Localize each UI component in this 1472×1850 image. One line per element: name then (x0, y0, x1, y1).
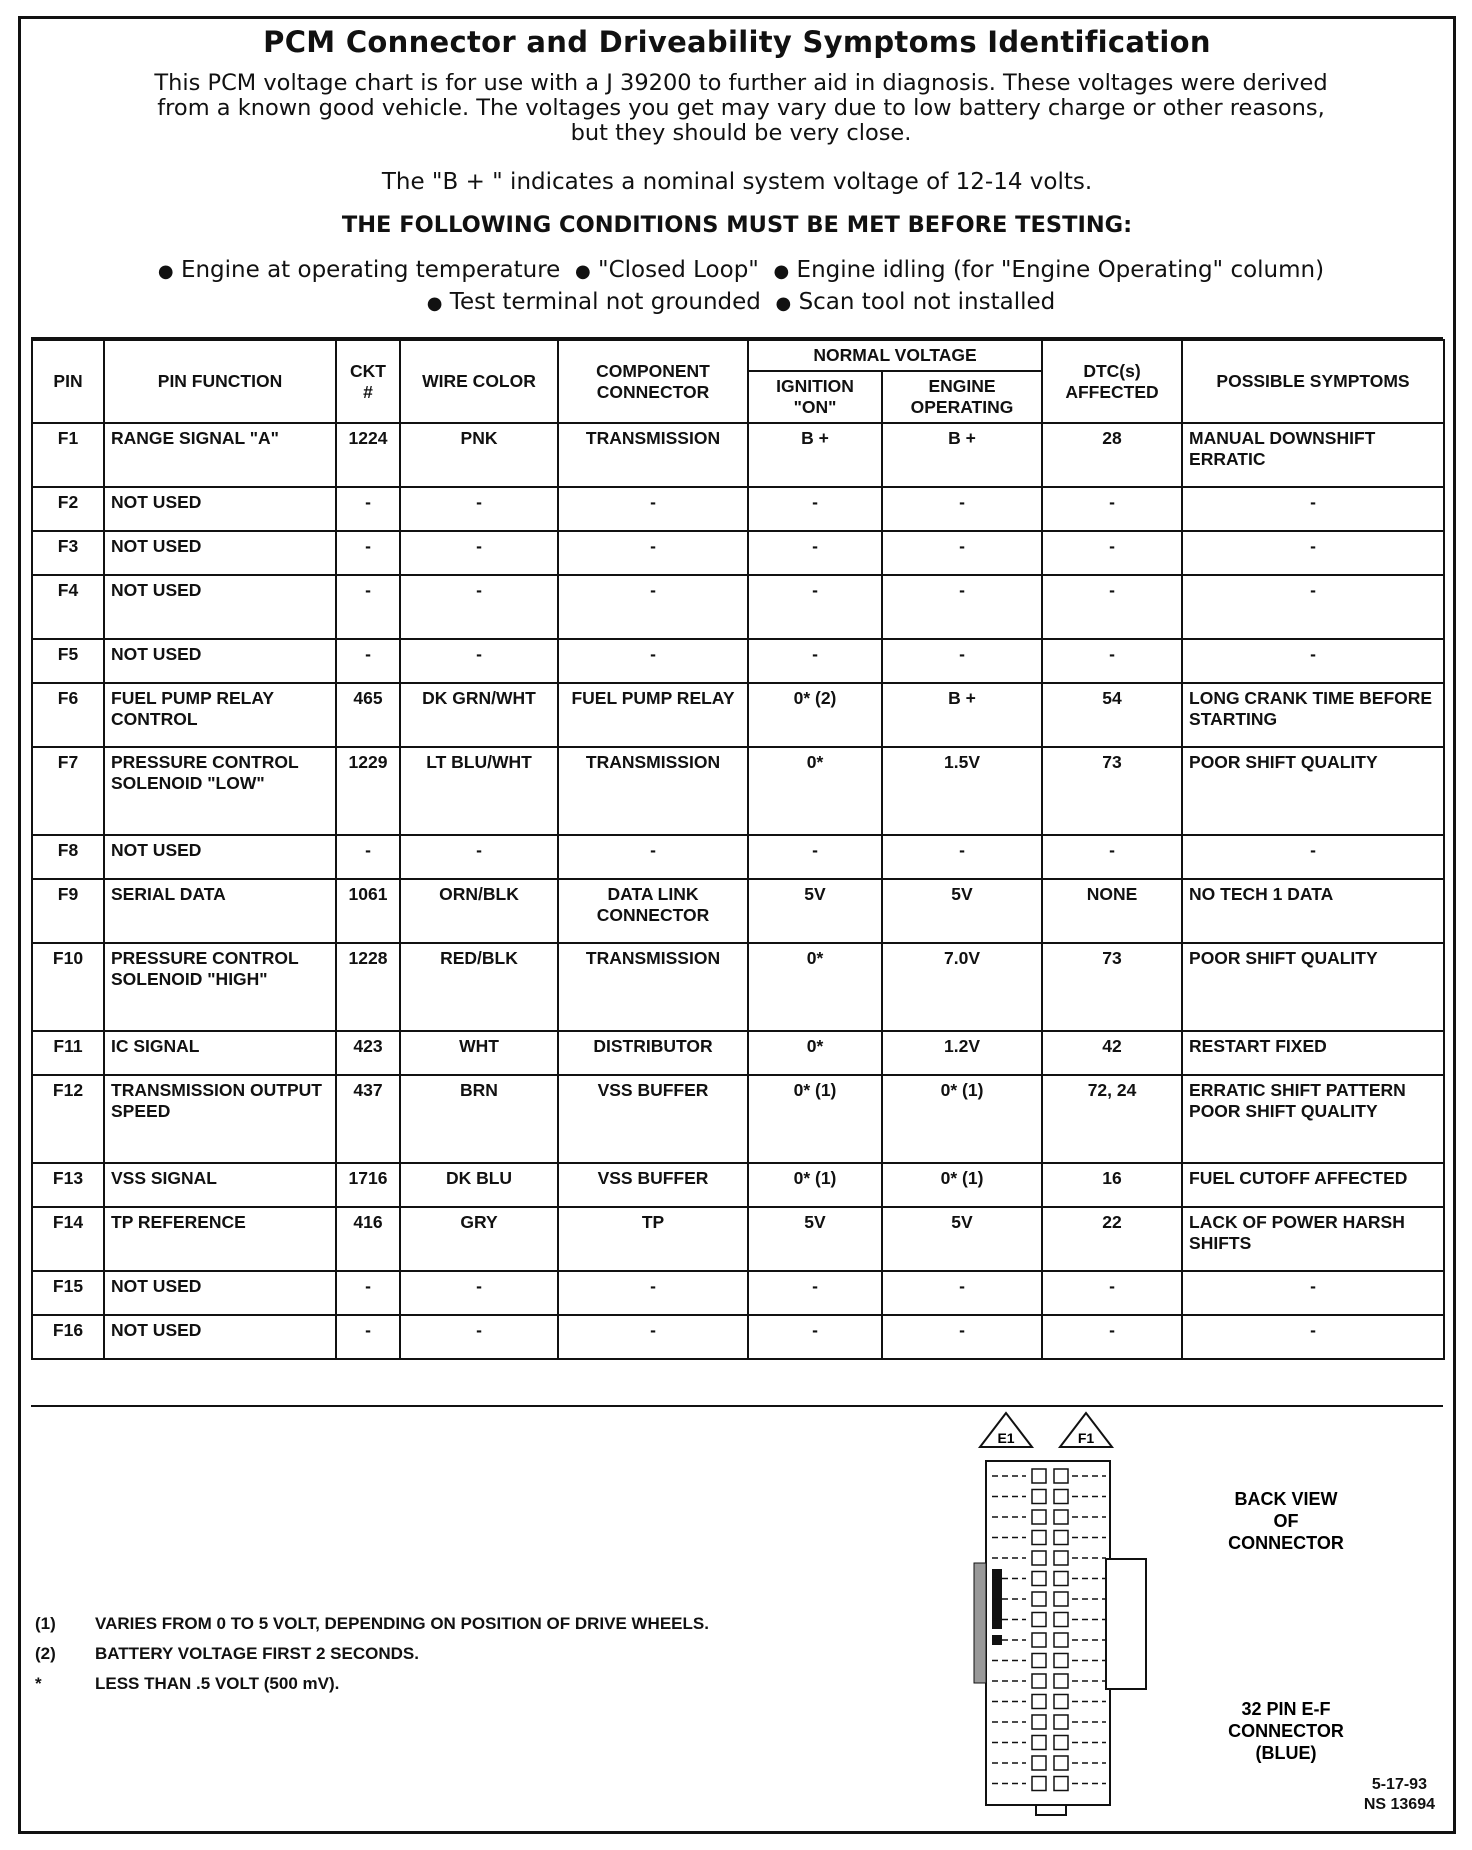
condition-item: Scan tool not installed (798, 289, 1056, 315)
pin-cell: F12 (32, 1075, 104, 1163)
component-cell: VSS BUFFER (558, 1163, 748, 1207)
footnote-text: LESS THAN .5 VOLT (500 mV). (95, 1674, 340, 1693)
engine-cell: B + (882, 423, 1042, 487)
table-row (32, 1207, 1444, 1271)
pin-cell: F13 (32, 1163, 104, 1207)
pin-cavity (1054, 1531, 1068, 1545)
function-cell: IC SIGNAL (104, 1031, 336, 1075)
ckt-cell: 416 (336, 1207, 400, 1271)
footnote-text: VARIES FROM 0 TO 5 VOLT, DEPENDING ON POSITION OF DRIVE WHEELS. (95, 1614, 709, 1633)
component-cell: - (558, 835, 748, 879)
table-row (32, 531, 1444, 575)
table-row (32, 1075, 1444, 1163)
pin-cavity (1032, 1715, 1046, 1729)
component-cell: VSS BUFFER (558, 1075, 748, 1163)
footnote-mark: (1) (35, 1614, 56, 1633)
ckt-cell: 1224 (336, 423, 400, 487)
ckt-cell: - (336, 835, 400, 879)
symptom-cell: - (1182, 835, 1444, 879)
header-wire-color: WIRE COLOR (400, 340, 558, 423)
table-row (32, 487, 1444, 531)
condition-item: Test terminal not grounded (449, 289, 761, 315)
function-cell: NOT USED (104, 639, 336, 683)
pcm-table-container (31, 337, 1443, 1407)
pin-cavity (1032, 1490, 1046, 1504)
bullet-icon: ● (574, 261, 591, 282)
symptom-cell: - (1182, 1315, 1444, 1359)
table-row (32, 747, 1444, 835)
intro-line-1: This PCM voltage chart is for use with a J 39200 to further aid in diagnosis. These voltages were derived (154, 70, 1328, 96)
dtc-cell: 73 (1042, 747, 1182, 835)
e1-label: E1 (997, 1430, 1015, 1446)
bullet-icon: ● (157, 261, 174, 282)
function-cell: NOT USED (104, 575, 336, 639)
table-row (32, 683, 1444, 747)
function-cell: PRESSURE CONTROL SOLENOID "LOW" (104, 747, 336, 835)
bplus-note: The "B + " indicates a nominal system voltage of 12-14 volts. (381, 169, 1093, 195)
function-cell: NOT USED (104, 835, 336, 879)
symptom-cell: MANUAL DOWNSHIFT ERRATIC (1182, 423, 1444, 487)
pin-cavity (1032, 1469, 1046, 1483)
ignition-cell: 5V (748, 1207, 882, 1271)
component-cell: - (558, 531, 748, 575)
pin-cavity (1032, 1613, 1046, 1627)
connector-illustration (956, 1409, 1436, 1829)
function-cell: NOT USED (104, 1315, 336, 1359)
wire-cell: WHT (400, 1031, 558, 1075)
pin-cavity (1054, 1736, 1068, 1750)
pin-cavity (1054, 1613, 1068, 1627)
pin-cavity (1054, 1777, 1068, 1791)
component-cell: TRANSMISSION (558, 423, 748, 487)
conditions-heading: THE FOLLOWING CONDITIONS MUST BE MET BEFORE TESTING: (341, 212, 1133, 238)
pin-cavity (1032, 1756, 1046, 1770)
symptom-cell: - (1182, 531, 1444, 575)
dtc-cell: - (1042, 575, 1182, 639)
dtc-cell: 73 (1042, 943, 1182, 1031)
engine-cell: - (882, 1315, 1042, 1359)
ignition-cell: - (748, 639, 882, 683)
wire-cell: ORN/BLK (400, 879, 558, 943)
engine-cell: - (882, 531, 1042, 575)
table-row (32, 639, 1444, 683)
dtc-cell: 72, 24 (1042, 1075, 1182, 1163)
function-cell: SERIAL DATA (104, 879, 336, 943)
pin-cell: F16 (32, 1315, 104, 1359)
dtc-cell: 22 (1042, 1207, 1182, 1271)
ignition-cell: - (748, 1315, 882, 1359)
ckt-cell: - (336, 639, 400, 683)
header-ignition-on: IGNITION "ON" (748, 371, 882, 423)
pin-cavity (1054, 1654, 1068, 1668)
pin-cavity (1032, 1551, 1046, 1565)
engine-cell: - (882, 487, 1042, 531)
component-cell: FUEL PUMP RELAY (558, 683, 748, 747)
symptom-cell: LACK OF POWER HARSH SHIFTS (1182, 1207, 1444, 1271)
engine-cell: 5V (882, 1207, 1042, 1271)
wire-cell: DK GRN/WHT (400, 683, 558, 747)
pin-cavity (1054, 1510, 1068, 1524)
function-cell: RANGE SIGNAL "A" (104, 423, 336, 487)
wire-cell: DK BLU (400, 1163, 558, 1207)
footnotes (35, 1609, 709, 1699)
ckt-cell: 437 (336, 1075, 400, 1163)
bullet-icon: ● (426, 293, 443, 314)
table-row (32, 1031, 1444, 1075)
bullet-icon: ● (773, 261, 790, 282)
pin-cell: F1 (32, 423, 104, 487)
ignition-cell: 5V (748, 879, 882, 943)
header-engine-operating: ENGINE OPERATING (882, 371, 1042, 423)
wire-cell: - (400, 1271, 558, 1315)
connector-label-3: (BLUE) (1255, 1743, 1317, 1763)
engine-cell: 1.5V (882, 747, 1042, 835)
pin-cell: F14 (32, 1207, 104, 1271)
engine-cell: 1.2V (882, 1031, 1042, 1075)
pin-cell: F10 (32, 943, 104, 1031)
wire-cell: - (400, 575, 558, 639)
symptom-cell: RESTART FIXED (1182, 1031, 1444, 1075)
function-cell: NOT USED (104, 531, 336, 575)
pin-cell: F11 (32, 1031, 104, 1075)
table-row (32, 879, 1444, 943)
intro-line-2: from a known good vehicle. The voltages you get may vary due to low battery charge or other reasons, (157, 95, 1325, 121)
e1-marker-icon (980, 1413, 1032, 1447)
dtc-cell: - (1042, 1315, 1182, 1359)
symptom-cell: POOR SHIFT QUALITY (1182, 747, 1444, 835)
dtc-cell: 16 (1042, 1163, 1182, 1207)
dtc-cell: - (1042, 639, 1182, 683)
symptom-cell: LONG CRANK TIME BEFORE STARTING (1182, 683, 1444, 747)
back-view-label-1: BACK VIEW (1234, 1489, 1338, 1509)
footnote-item (35, 1639, 709, 1669)
component-cell: TP (558, 1207, 748, 1271)
ignition-cell: 0* (1) (748, 1163, 882, 1207)
wire-cell: - (400, 531, 558, 575)
pin-cavity (1032, 1572, 1046, 1586)
dtc-cell: - (1042, 487, 1182, 531)
back-view-label-2: OF (1273, 1511, 1299, 1531)
function-cell: VSS SIGNAL (104, 1163, 336, 1207)
function-cell: PRESSURE CONTROL SOLENOID "HIGH" (104, 943, 336, 1031)
connector-label-2: CONNECTOR (1228, 1721, 1344, 1741)
wire-cell: BRN (400, 1075, 558, 1163)
table-row (32, 1271, 1444, 1315)
pin-cell: F3 (32, 531, 104, 575)
ckt-cell: - (336, 487, 400, 531)
wire-cell: RED/BLK (400, 943, 558, 1031)
pin-cavity (1032, 1510, 1046, 1524)
condition-item: Engine idling (for "Engine Operating" column) (796, 257, 1325, 283)
ignition-cell: 0* (2) (748, 683, 882, 747)
table-row (32, 943, 1444, 1031)
component-cell: - (558, 575, 748, 639)
intro-paragraph (91, 71, 1391, 146)
symptom-cell: - (1182, 487, 1444, 531)
table-row (32, 575, 1444, 639)
ignition-cell: 0* (748, 747, 882, 835)
dtc-cell: - (1042, 531, 1182, 575)
engine-cell: - (882, 1271, 1042, 1315)
function-cell: TP REFERENCE (104, 1207, 336, 1271)
pin-cell: F8 (32, 835, 104, 879)
pcm-voltage-table (31, 339, 1445, 1360)
header-ckt: CKT # (336, 340, 400, 423)
header-pin: PIN (32, 340, 104, 423)
engine-cell: 0* (1) (882, 1163, 1042, 1207)
pin-cell: F15 (32, 1271, 104, 1315)
component-cell: DATA LINK CONNECTOR (558, 879, 748, 943)
pin-cavity (1032, 1674, 1046, 1688)
symptom-cell: - (1182, 639, 1444, 683)
wire-cell: LT BLU/WHT (400, 747, 558, 835)
pin-cavity (1032, 1695, 1046, 1709)
connector-label-1: 32 PIN E-F (1241, 1699, 1331, 1719)
component-cell: TRANSMISSION (558, 943, 748, 1031)
ckt-cell: 1061 (336, 879, 400, 943)
dtc-cell: - (1042, 1271, 1182, 1315)
document-page (18, 16, 1456, 1834)
engine-cell: - (882, 639, 1042, 683)
wire-cell: - (400, 639, 558, 683)
ignition-cell: 0* (748, 943, 882, 1031)
dtc-cell: 54 (1042, 683, 1182, 747)
table-row (32, 835, 1444, 879)
pin-cavity (1054, 1572, 1068, 1586)
header-pin-function: PIN FUNCTION (104, 340, 336, 423)
pin-cell: F6 (32, 683, 104, 747)
dtc-cell: - (1042, 835, 1182, 879)
component-cell: TRANSMISSION (558, 747, 748, 835)
table-row (32, 1315, 1444, 1359)
wire-cell: - (400, 1315, 558, 1359)
pin-cell: F2 (32, 487, 104, 531)
document-number: NS 13694 (1363, 1796, 1435, 1813)
pin-cavity (1054, 1469, 1068, 1483)
component-cell: - (558, 487, 748, 531)
pin-cavity (1054, 1592, 1068, 1606)
condition-item: Engine at operating temperature (180, 257, 561, 283)
pin-cavity (1054, 1674, 1068, 1688)
pin-cavity (1032, 1592, 1046, 1606)
engine-cell: B + (882, 683, 1042, 747)
dtc-cell: NONE (1042, 879, 1182, 943)
ckt-cell: 1229 (336, 747, 400, 835)
pin-cell: F4 (32, 575, 104, 639)
engine-cell: 0* (1) (882, 1075, 1042, 1163)
function-cell: TRANSMISSION OUTPUT SPEED (104, 1075, 336, 1163)
f1-marker-icon (1060, 1413, 1112, 1447)
ckt-cell: - (336, 531, 400, 575)
pin-cavity (1054, 1551, 1068, 1565)
symptom-cell: ERRATIC SHIFT PATTERN POOR SHIFT QUALITY (1182, 1075, 1444, 1163)
condition-item: "Closed Loop" (598, 257, 759, 283)
header-possible-symptoms: POSSIBLE SYMPTOMS (1182, 340, 1444, 423)
header-dtc-affected: DTC(s) AFFECTED (1042, 340, 1182, 423)
ignition-cell: - (748, 835, 882, 879)
header-normal-voltage: NORMAL VOLTAGE (748, 340, 1042, 371)
connector-diagram (956, 1409, 1436, 1829)
dtc-cell: 28 (1042, 423, 1182, 487)
conditions-bullets (81, 255, 1401, 319)
component-cell: - (558, 1315, 748, 1359)
footnote-text: BATTERY VOLTAGE FIRST 2 SECONDS. (95, 1644, 419, 1663)
symptom-cell: FUEL CUTOFF AFFECTED (1182, 1163, 1444, 1207)
ckt-cell: - (336, 1271, 400, 1315)
pin-cavity (1054, 1695, 1068, 1709)
pin-cell: F9 (32, 879, 104, 943)
footnote-mark: * (35, 1674, 42, 1693)
bullet-icon: ● (775, 293, 792, 314)
function-cell: NOT USED (104, 487, 336, 531)
ignition-cell: - (748, 487, 882, 531)
ignition-cell: - (748, 575, 882, 639)
symptom-cell: POOR SHIFT QUALITY (1182, 943, 1444, 1031)
symptom-cell: - (1182, 1271, 1444, 1315)
pin-cavity (1054, 1490, 1068, 1504)
ckt-cell: 423 (336, 1031, 400, 1075)
ignition-cell: B + (748, 423, 882, 487)
pin-cavity (1032, 1736, 1046, 1750)
wire-cell: PNK (400, 423, 558, 487)
ckt-cell: 1716 (336, 1163, 400, 1207)
ignition-cell: 0* (748, 1031, 882, 1075)
pin-cell: F5 (32, 639, 104, 683)
footnote-item (35, 1669, 709, 1699)
component-cell: - (558, 639, 748, 683)
engine-cell: - (882, 835, 1042, 879)
function-cell: NOT USED (104, 1271, 336, 1315)
engine-cell: 7.0V (882, 943, 1042, 1031)
function-cell: FUEL PUMP RELAY CONTROL (104, 683, 336, 747)
f1-label: F1 (1077, 1430, 1095, 1446)
wire-cell: - (400, 835, 558, 879)
component-cell: DISTRIBUTOR (558, 1031, 748, 1075)
back-view-label-3: CONNECTOR (1228, 1533, 1344, 1553)
document-date: 5-17-93 (1371, 1776, 1427, 1793)
engine-cell: - (882, 575, 1042, 639)
footnote-mark: (2) (35, 1644, 56, 1663)
ckt-cell: 1228 (336, 943, 400, 1031)
pin-cavity (1032, 1777, 1046, 1791)
intro-line-3: but they should be very close. (570, 120, 912, 146)
pin-cavity (1054, 1715, 1068, 1729)
ignition-cell: - (748, 1271, 882, 1315)
header-component-connector: COMPONENT CONNECTOR (558, 340, 748, 423)
pin-cavity (1054, 1756, 1068, 1770)
footnote-item (35, 1609, 709, 1639)
table-row (32, 423, 1444, 487)
dtc-cell: 42 (1042, 1031, 1182, 1075)
ckt-cell: - (336, 575, 400, 639)
table-row (32, 1163, 1444, 1207)
page-title: PCM Connector and Driveability Symptoms Identification (263, 25, 1211, 59)
pin-cavity (1032, 1654, 1046, 1668)
document-code (1364, 1775, 1435, 1815)
pin-cell: F7 (32, 747, 104, 835)
pin-cavity (1032, 1531, 1046, 1545)
ckt-cell: - (336, 1315, 400, 1359)
ckt-cell: 465 (336, 683, 400, 747)
pin-cavity (1054, 1633, 1068, 1647)
symptom-cell: - (1182, 575, 1444, 639)
component-cell: - (558, 1271, 748, 1315)
ignition-cell: - (748, 531, 882, 575)
ignition-cell: 0* (1) (748, 1075, 882, 1163)
engine-cell: 5V (882, 879, 1042, 943)
wire-cell: - (400, 487, 558, 531)
pin-cavity (1032, 1633, 1046, 1647)
symptom-cell: NO TECH 1 DATA (1182, 879, 1444, 943)
wire-cell: GRY (400, 1207, 558, 1271)
